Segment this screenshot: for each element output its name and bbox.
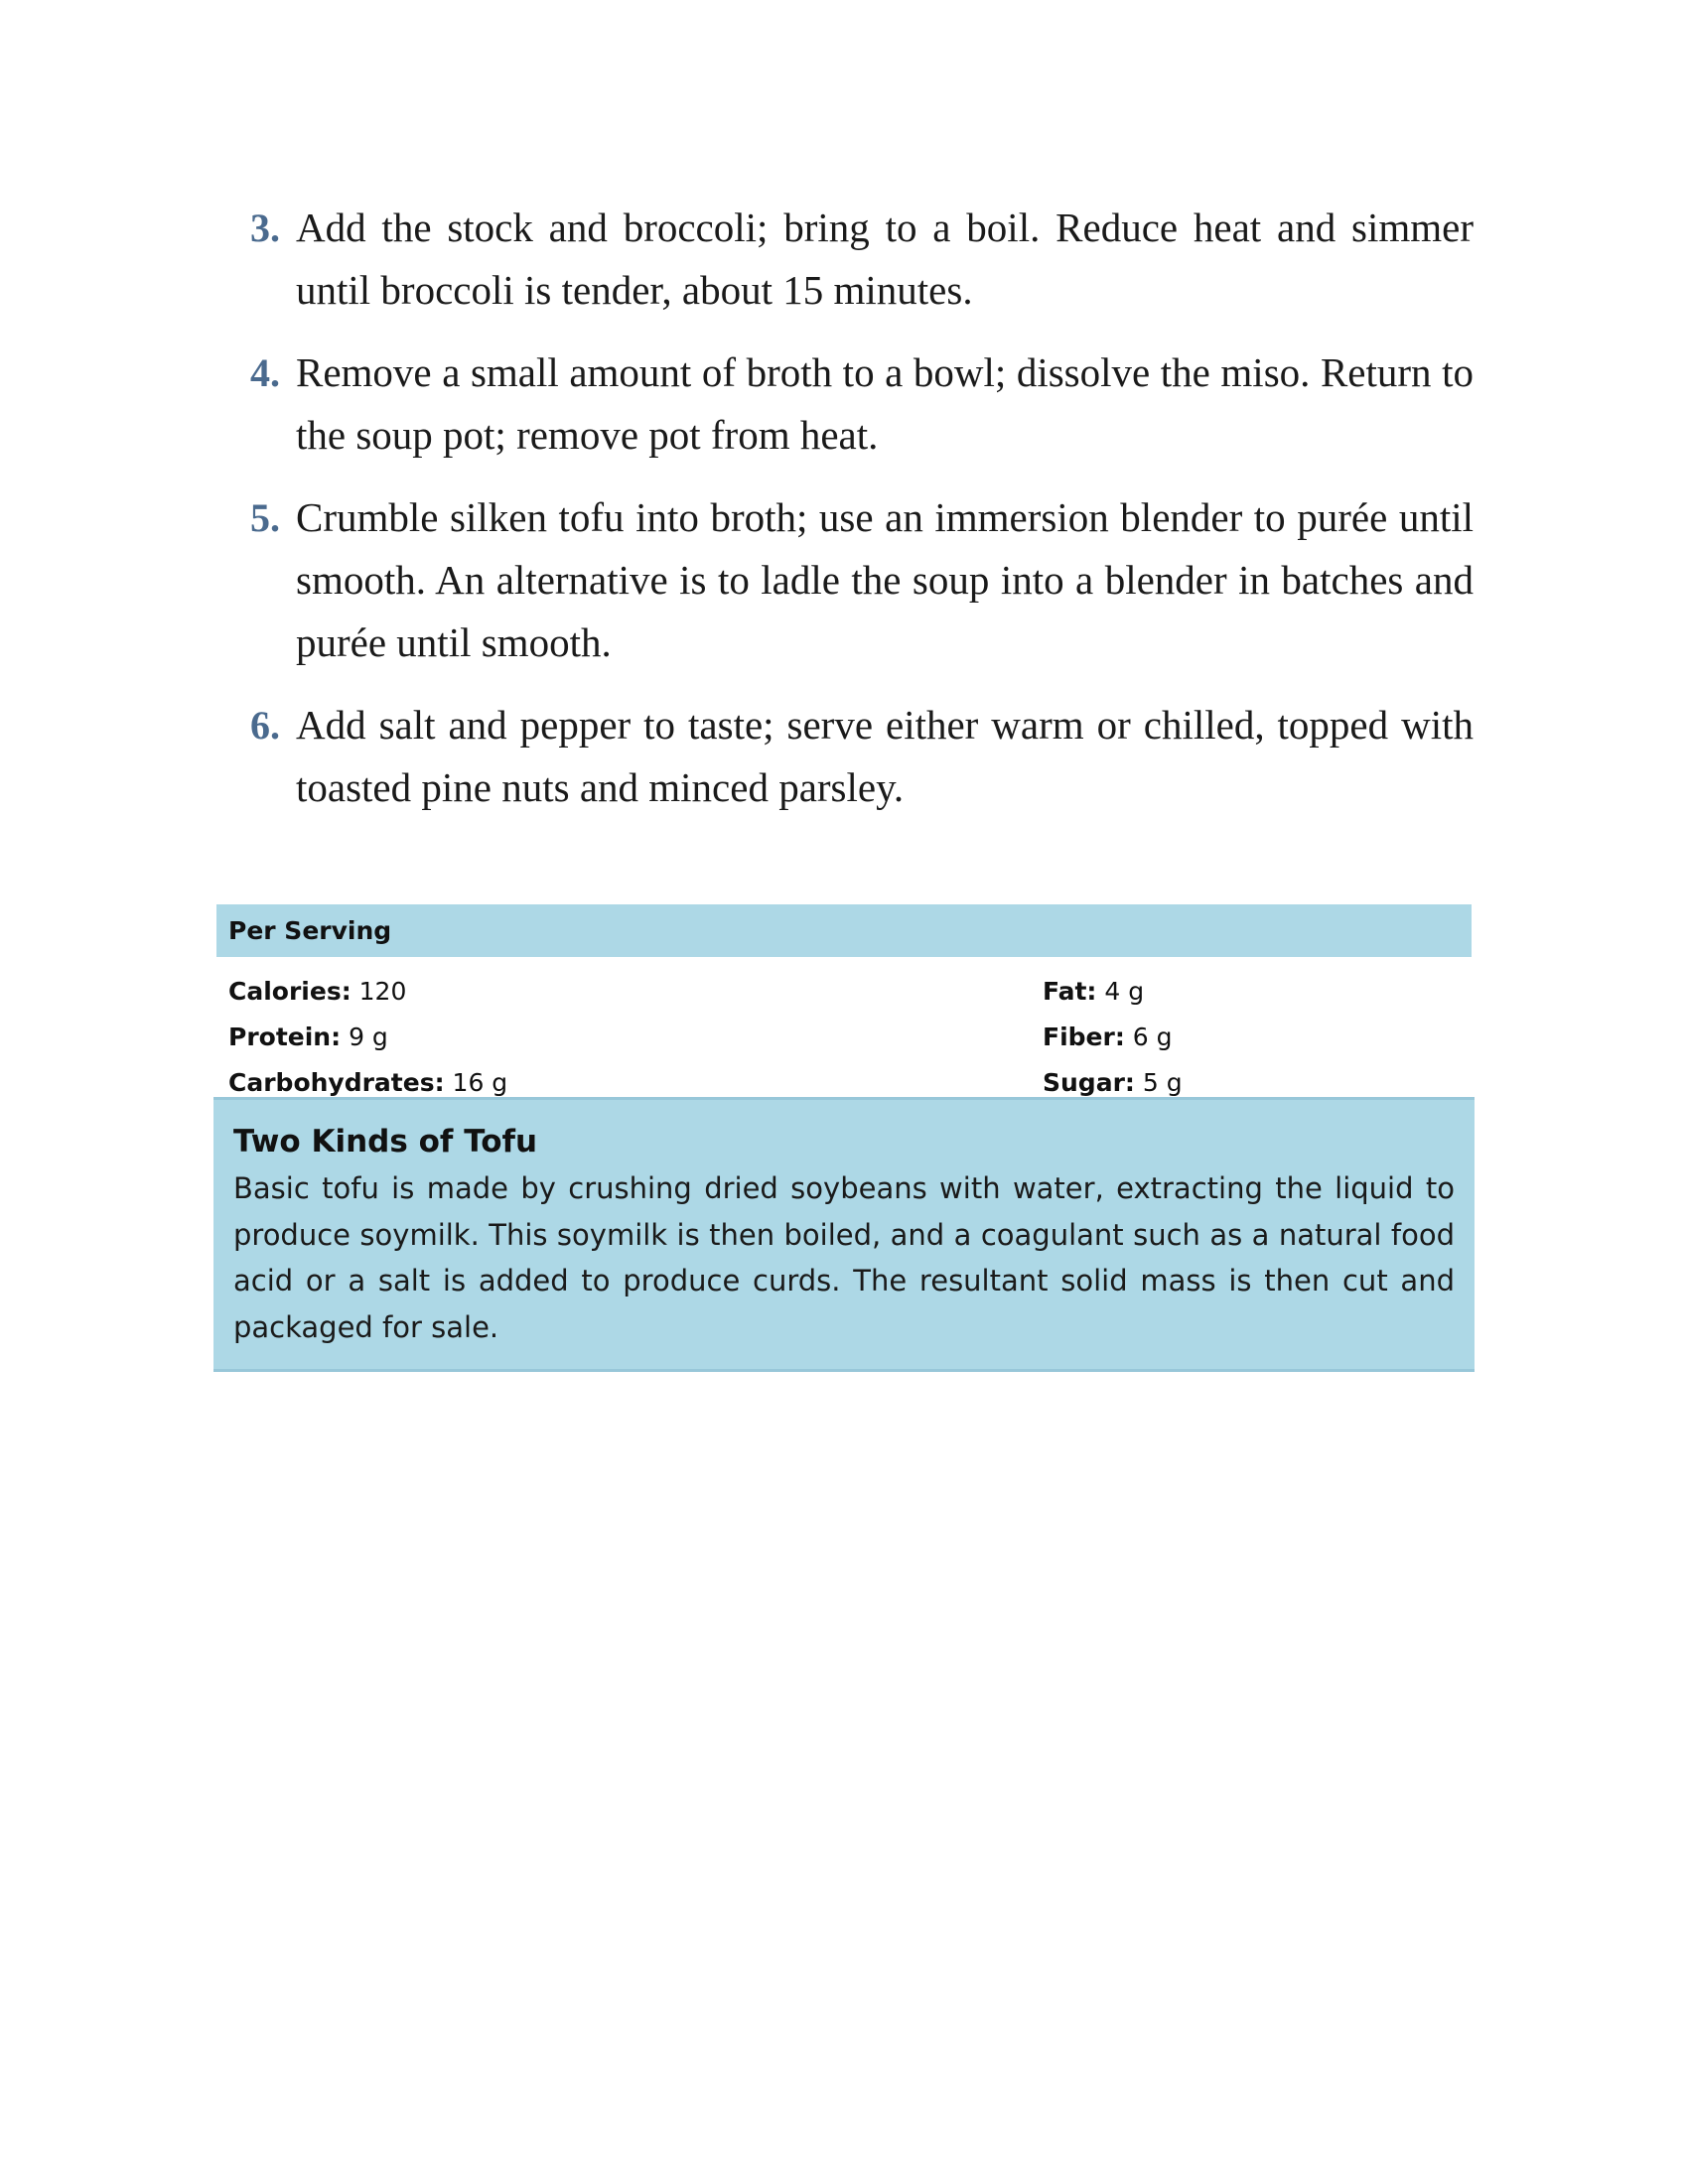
nutrition-label: Carbohydrates: [228, 1067, 445, 1097]
nutrition-item-fat [1043, 977, 1472, 1006]
nutrition-value: 120 [358, 976, 407, 1006]
nutrition-value: 4 g [1104, 976, 1145, 1006]
recipe-steps-list [250, 197, 1474, 839]
recipe-step-4 [250, 341, 1474, 467]
step-text: Remove a small amount of broth to a bowl; dissolve the miso. Return to the soup pot; remove pot from heat. [296, 349, 1474, 458]
nutrition-item-carbohydrates [216, 1068, 1043, 1097]
nutrition-value: 6 g [1132, 1022, 1173, 1051]
nutrition-label: Fiber: [1043, 1022, 1125, 1051]
step-text: Crumble silken tofu into broth; use an immersion blender to purée until smooth. An alternative is to ladle the soup into a blender in batches and purée until smooth. [296, 494, 1474, 665]
nutrition-panel [216, 904, 1472, 1105]
recipe-step-6 [250, 694, 1474, 819]
nutrition-item-fiber [1043, 1023, 1472, 1051]
nutrition-value: 5 g [1142, 1067, 1183, 1097]
nutrition-label: Calories: [228, 976, 352, 1006]
nutrition-item-calories [216, 977, 1043, 1006]
nutrition-item-sugar [1043, 1068, 1472, 1097]
step-number: 4. [250, 350, 280, 395]
step-number: 5. [250, 495, 280, 540]
nutrition-header: Per Serving [216, 904, 1472, 957]
step-number: 6. [250, 703, 280, 748]
nutrition-label: Fat: [1043, 976, 1097, 1006]
nutrition-item-protein [216, 1023, 1043, 1051]
nutrition-row [216, 1014, 1472, 1059]
nutrition-value: 16 g [452, 1067, 508, 1097]
nutrition-label: Sugar: [1043, 1067, 1135, 1097]
recipe-step-3 [250, 197, 1474, 322]
nutrition-value: 9 g [349, 1022, 388, 1051]
sidebar-title: Two Kinds of Tofu [233, 1124, 538, 1160]
step-text: Add the stock and broccoli; bring to a boil. Reduce heat and simmer until broccoli is tender, about 15 minutes. [296, 205, 1474, 313]
nutrition-rows [216, 957, 1472, 1105]
step-text: Add salt and pepper to taste; serve either warm or chilled, topped with toasted pine nuts and minced parsley. [296, 702, 1474, 810]
nutrition-label: Protein: [228, 1022, 342, 1051]
recipe-step-5 [250, 486, 1474, 674]
step-number: 3. [250, 205, 280, 250]
nutrition-row [216, 968, 1472, 1014]
sidebar-body: Basic tofu is made by crushing dried soybeans with water, extracting the liquid to produce soymilk. This soymilk is then boiled, and a coagulant such as a natural food acid or a salt is added to produce curds. The resultant solid mass is then cut and packaged for sale. [233, 1171, 1455, 1344]
tofu-sidebar-box [213, 1097, 1475, 1372]
